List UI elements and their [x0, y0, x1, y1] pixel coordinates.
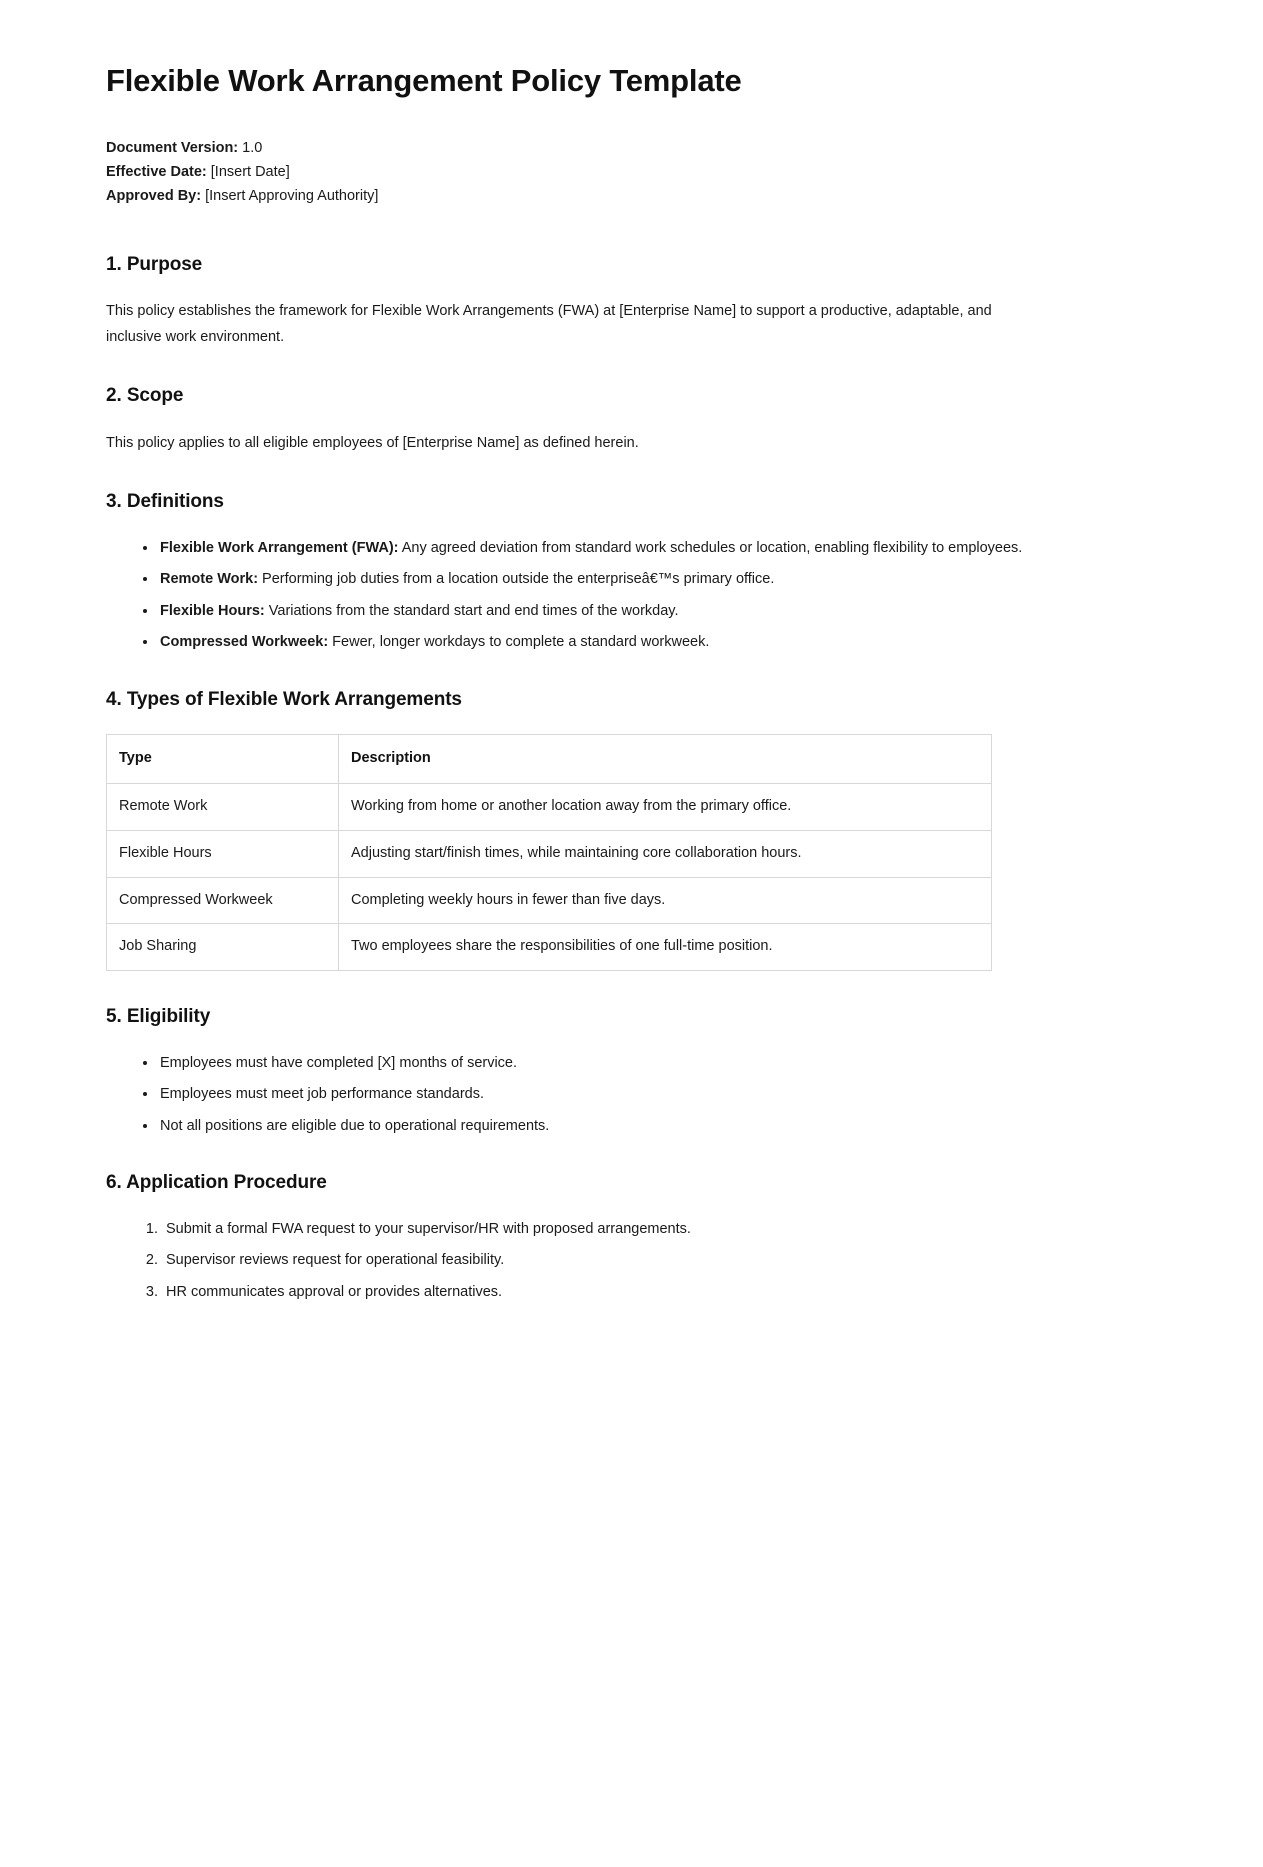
- cell-description: Completing weekly hours in fewer than five days.: [339, 877, 992, 924]
- list-item: [158, 631, 1157, 653]
- section-heading-application-procedure: 6. Application Procedure: [106, 1172, 327, 1194]
- list-item: [158, 568, 1157, 590]
- metadata-line-document-version: [106, 137, 1157, 161]
- definition-term: Compressed Workweek:: [160, 634, 329, 651]
- table-header: [107, 735, 992, 784]
- cell-type: Compressed Workweek: [107, 877, 339, 924]
- definition-text: Variations from the standard start and end times of the workday.: [264, 602, 679, 619]
- table-header-row: [107, 735, 992, 784]
- metadata-label: Approved By:: [106, 187, 202, 204]
- table-row: [107, 877, 992, 924]
- definition-text: Performing job duties from a location outside the enterpriseâ€™s primary office.: [258, 571, 775, 588]
- metadata-line-effective-date: [106, 161, 1157, 185]
- section-heading-purpose: 1. Purpose: [106, 253, 203, 275]
- section-scope: [106, 384, 1157, 456]
- metadata-label: Effective Date:: [106, 163, 207, 180]
- cell-type: Job Sharing: [107, 924, 339, 971]
- list-item: 2. Supervisor reviews request for operational feasibility.: [162, 1249, 1157, 1271]
- metadata-line-approved-by: [106, 185, 1157, 209]
- column-header-type: Type: [107, 735, 339, 784]
- list-item: • Not all positions are eligible due to operational requirements.: [158, 1115, 1157, 1137]
- metadata-label: Document Version:: [106, 139, 239, 156]
- document-metadata: [106, 137, 1157, 209]
- section-heading-scope: 2. Scope: [106, 384, 184, 406]
- definition-term: Flexible Hours:: [160, 602, 265, 619]
- document-body: [106, 62, 1157, 1303]
- scope-paragraph: This policy applies to all eligible employees of [Enterprise Name] as defined herein.: [106, 434, 639, 451]
- table-row: [107, 784, 992, 831]
- cell-description: Working from home or another location away from the primary office.: [339, 784, 992, 831]
- metadata-value: [Insert Approving Authority]: [201, 187, 379, 204]
- application-procedure-list: [106, 1218, 1157, 1303]
- definition-term: Remote Work:: [160, 571, 259, 588]
- list-item: • Employees must have completed [X] months of service.: [158, 1052, 1157, 1074]
- section-heading-eligibility: 5. Eligibility: [106, 1006, 211, 1028]
- section-application-procedure: [106, 1171, 1157, 1303]
- definition-term: Flexible Work Arrangement (FWA):: [160, 539, 399, 556]
- purpose-paragraph: This policy establishes the framework for Flexible Work Arrangements (FWA) at [Enterprise Name] to support a productive, adaptable, and inclusive work environment.: [106, 303, 992, 345]
- definitions-list: [106, 537, 1157, 654]
- section-heading-types: 4. Types of Flexible Work Arrangements: [106, 688, 462, 710]
- page-title: Flexible Work Arrangement Policy Template: [106, 63, 742, 98]
- cell-description: Two employees share the responsibilities of one full-time position.: [339, 924, 992, 971]
- table-row: [107, 924, 992, 971]
- definition-text: Any agreed deviation from standard work schedules or location, enabling flexibility to employees.: [398, 539, 1023, 556]
- cell-description: Adjusting start/finish times, while maintaining core collaboration hours.: [339, 830, 992, 877]
- definition-text: Fewer, longer workdays to complete a standard workweek.: [328, 634, 710, 651]
- list-item: [158, 600, 1157, 622]
- table-row: [107, 830, 992, 877]
- column-header-description: Description: [339, 735, 992, 784]
- eligibility-list: [106, 1052, 1157, 1137]
- metadata-value: 1.0: [238, 139, 263, 156]
- list-item: • Employees must meet job performance standards.: [158, 1083, 1157, 1105]
- section-purpose: [106, 253, 1157, 350]
- list-item: [158, 537, 1157, 559]
- cell-type: Remote Work: [107, 784, 339, 831]
- section-heading-definitions: 3. Definitions: [106, 491, 224, 513]
- metadata-value: [Insert Date]: [206, 163, 290, 180]
- list-item: 3. HR communicates approval or provides alternatives.: [162, 1281, 1157, 1303]
- types-table: [106, 734, 992, 971]
- list-item: 1. Submit a formal FWA request to your supervisor/HR with proposed arrangements.: [162, 1218, 1157, 1240]
- section-eligibility: [106, 1005, 1157, 1137]
- section-definitions: [106, 490, 1157, 654]
- table-body: [107, 784, 992, 971]
- cell-type: Flexible Hours: [107, 830, 339, 877]
- section-types: [106, 688, 1157, 971]
